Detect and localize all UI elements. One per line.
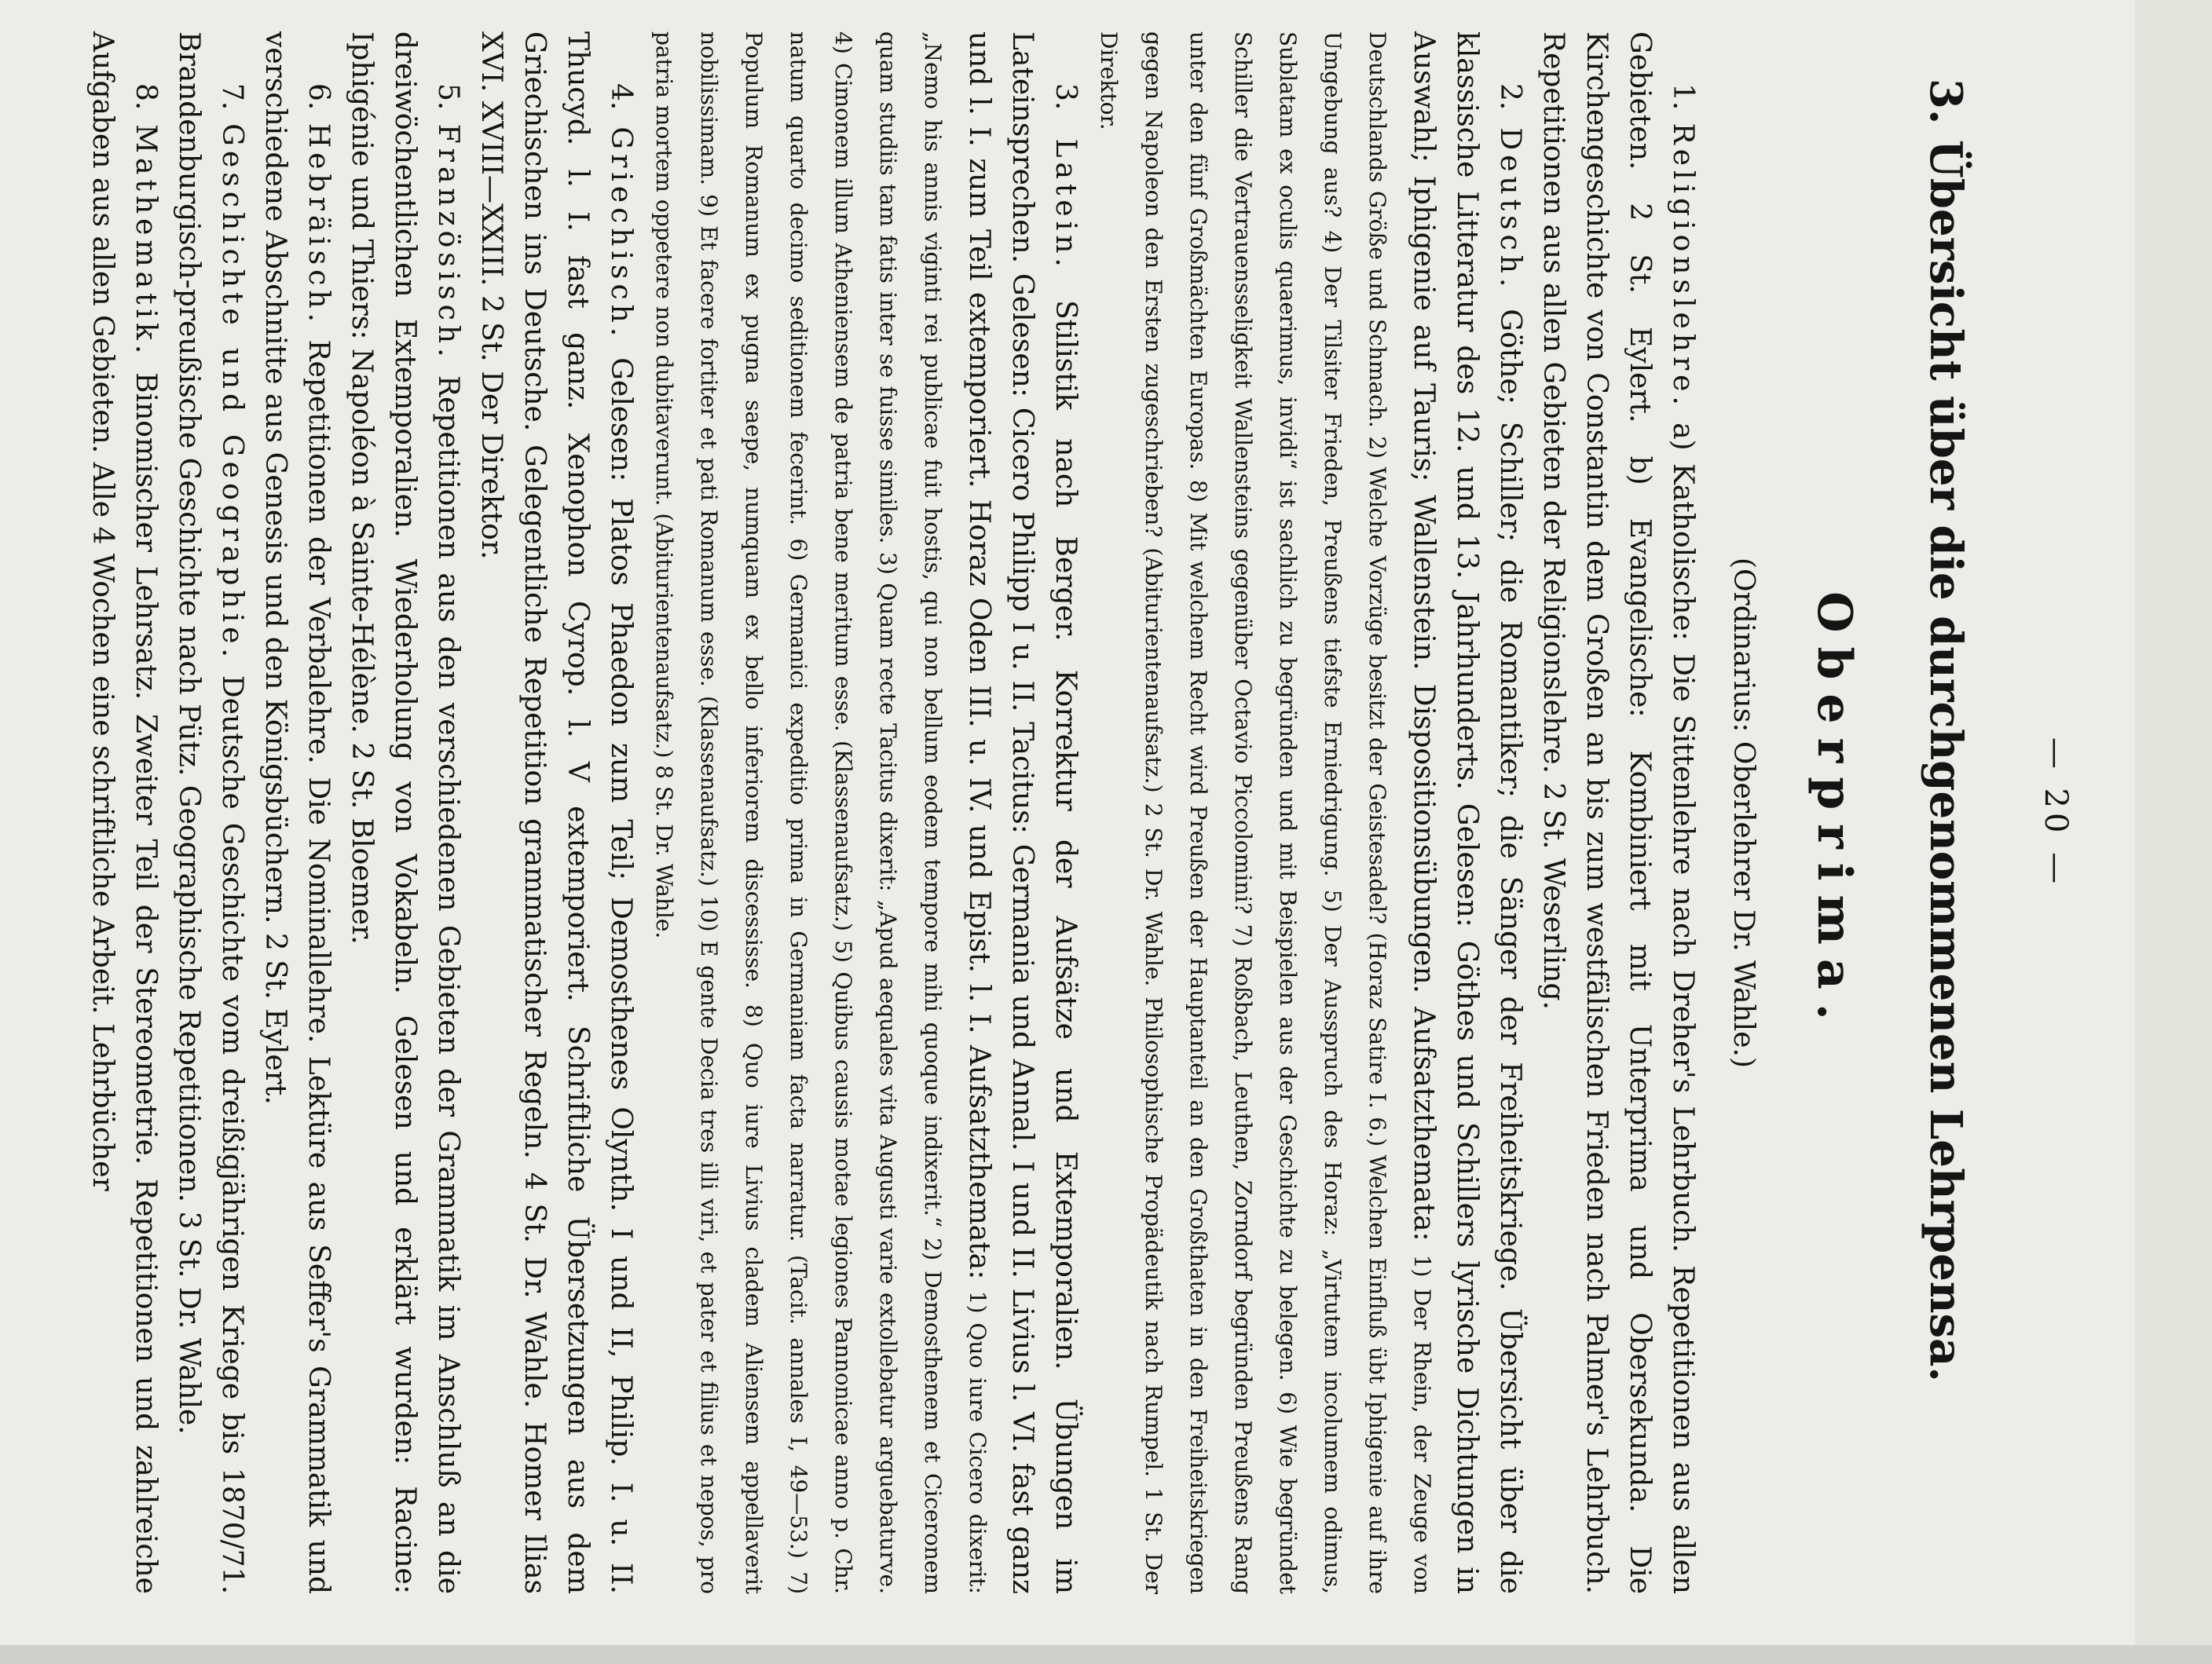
subject-text: Gelesen: Platos Phaedon zum Teil; Demosthenes Olynth. I und II, Philip. I. u. II. Thucyd. l. I. fast ganz. Xenophon Cyrop. l. V extemporiert. Schriftliche Übersetzungen aus dem Griechischen ins Deutsche. Gelegentliche Repetition grammatischer Regeln. 4 St. Dr. Wahle. Homer Ilias XVI. XVIII—XXIII. 2 St. Der Direktor. [475,31,637,1594]
page-number: — 20 — [2038,737,2074,889]
essay-topics: 1) Der Rhein, der Zeuge von Deutschlands Größe und Schmach. 2) Welche Vorzüge besitzt der Geistesadel? (Horaz Satire I. 6.) Welchen Einfluß übt Iphigenie auf ihre Umgebung aus? 4) Der Tilsiter Frieden, Preußens tiefste Erniedrigung. 5) Der Ausspruch des Horaz: „Virtutem incolumem odimus, Sublatam ex oculis quaerimus, invidi“ ist sachlich zu begründen und mit Beispielen aus der Geschichte zu belegen. 6) Wie begründet Schiller die Vertrauensseligkeit Wallensteins gegenüber Octavio Piccolomini? 7) Roßbach, Leuthen, Zorndorf begründen Preußens Rang unter den fünf Großmächten Europas. 8) Mit welchem Recht wird Preußen der Hauptanteil an den Großthaten in den Freiheitskriegen gegen Napoleon den Ersten zugeschrieben? (Abiturientenaufsatz.) 2 St. Dr. Wahle. Philosophische Propädeutik nach Rumpel. 1 St. Der Direktor. [1096,31,1435,1594]
subject-number: 3. [1049,83,1082,111]
subject-text: Repetitionen der Verbalehre. Die Nominallehre. Lektüre aus Seffer's Grammatik und verschiedene Abschnitte aus Genesis und den Königsbüchern. 2 St. Eylert. [259,31,335,1595]
subject-name: Geschichte und Geographie. [216,123,248,662]
subject-number: 6. [302,83,335,111]
subject-paragraph-geschichte [167,31,254,1594]
subject-text: Deutsche Geschichte vom dreißigjährigen Kriege bis 1870/71. Brandenburgisch-preußische Geschichte nach Pütz. Geographische Repetitionen. 3 St. Dr. Wahle. [173,31,248,1595]
subject-paragraph-religion [1532,31,1705,1594]
essay-topics: 1) Quo iure Cicero dixerit: „Nemo his annis viginti rei publicae fuit hostis, qui non bellum eodem tempore mihi quoque indixerit.“ 2) Demosthenem et Ciceronem quam studiis tam fatis inter se fuisse similes. 3) Quam recte Tacitus dixerit: „Apud aequales vita Augusti varie extollebatur arguebaturve. 4) Cimonem illum Atheniensem de patria bene meritum esse. (Klassenaufsatz.) 5) Quibus causis motae legiones Pannonicae anno p. Chr. natum quarto decimo seditionem fecerint. 6) Germanici expeditio prima in Germaniam facta narratur. (Tacit. annales I, 49—53.) 7) Populum Romanum ex pugna saepe, numquam ex bello inferiorem discessisse. 8) Quo iure Livius cladem Aliensem appellaverit nobilissimam. 9) Et facere fortiter et pati Romanum esse. (Klassenaufsatz.) 10) E gente Decia tres illi viri, et pater et filius et nepos, pro patria mortem oppetere non dubitaverunt. (Abiturientenaufsatz.) 8 St. Dr. Wahle. [651,31,991,1594]
page-edge-strip [2135,0,2212,1664]
subject-number: 7. [216,83,248,111]
subject-number: 1. [1667,83,1699,111]
subject-text: Repetitionen aus den verschiedenen Gebieten der Grammatik im Anschluß an die dreiwöchentlichen Extemporalien. Wiederholung von Vokabeln. Gelesen und erklärt wurden: Racine: Iphigénie und Thiers: Napoléon à Sainte-Hélène. 2 St. Bloemer. [346,31,464,1594]
subject-paragraph-latein [643,31,1087,1594]
subject-paragraph-hebraeisch [254,31,340,1594]
subject-paragraph-mathematik [81,31,167,1594]
subject-text: Binomischer Lehrsatz. Zweiter Teil der Stereometrie. Repetitionen und zahlreiche Aufgaben aus allen Gebieten. Alle 4 Wochen eine schriftliche Arbeit. Lehrbücher [86,31,162,1594]
bottom-shadow-band [0,1645,2212,1664]
subject-text: Göthe; Schiller; die Romantiker; die Sänger der Freiheitskriege. Übersicht über die klassische Litteratur des 12. und 13. Jahrhunderts. Gelesen: Göthes und Schillers lyrische Dichtungen in Auswahl; Iphigenie auf Tauris; Wallenstein. Dispositionsübungen. Aufsatzthemata: [1408,31,1526,1594]
subject-text: a) Katholische: Die Sittenlehre nach Dreher's Lehrbuch. Repetitionen aus allen Gebieten. 2 St. Eylert. b) Evangelische: Kombiniert mit Unterprima und Obersekunda. Die Kirchengeschichte von Constantin dem Großen an bis zum westfälischen Frieden nach Palmer's Lehrbuch. Repetitionen aus allen Gebieten der Religionslehre. 2 St. Weserling. [1537,31,1699,1594]
rotated-page-content [86,31,2089,1595]
curriculum-body [81,31,1705,1594]
ordinarius-line: (Ordinarius: Oberlehrer Dr. Wahle.) [1727,557,1760,1068]
subject-name: Hebräisch. [302,123,335,327]
subject-name: Mathematik. [130,124,162,359]
section-heading: 3. Übersicht über die durchgenommenen Lehrpensa. [1920,79,1972,1382]
subject-name: Latein. [1049,138,1082,272]
subject-text: Stilistik nach Berger. Korrektur der Aufsätze und Extemporalien. Übungen im Lateinsprechen. Gelesen: Cicero Philipp I u. II. Tacitus: Germania und Annal. I und II. Livius l. VI. fast ganz und l. I. zum Teil extemporiert. Horaz Oden III. u. IV. und Epist. l. I. Aufsatzthemata: [963,31,1082,1595]
subject-number: 5. [432,83,464,111]
subject-paragraph-griechisch [470,31,643,1594]
subject-name: Französisch. [432,123,464,362]
subject-name: Griechisch. [605,126,637,342]
subject-number: 4. [605,83,637,111]
subject-name: Deutsch. [1494,127,1526,292]
subject-number: 2. [1494,83,1526,111]
subject-paragraph-deutsch [1087,31,1532,1594]
subject-paragraph-franzoesisch [340,31,470,1594]
class-title: Oberprima. [1807,591,1862,1034]
subject-name: Religionslehre. [1667,123,1699,410]
subject-number: 8. [130,83,162,111]
